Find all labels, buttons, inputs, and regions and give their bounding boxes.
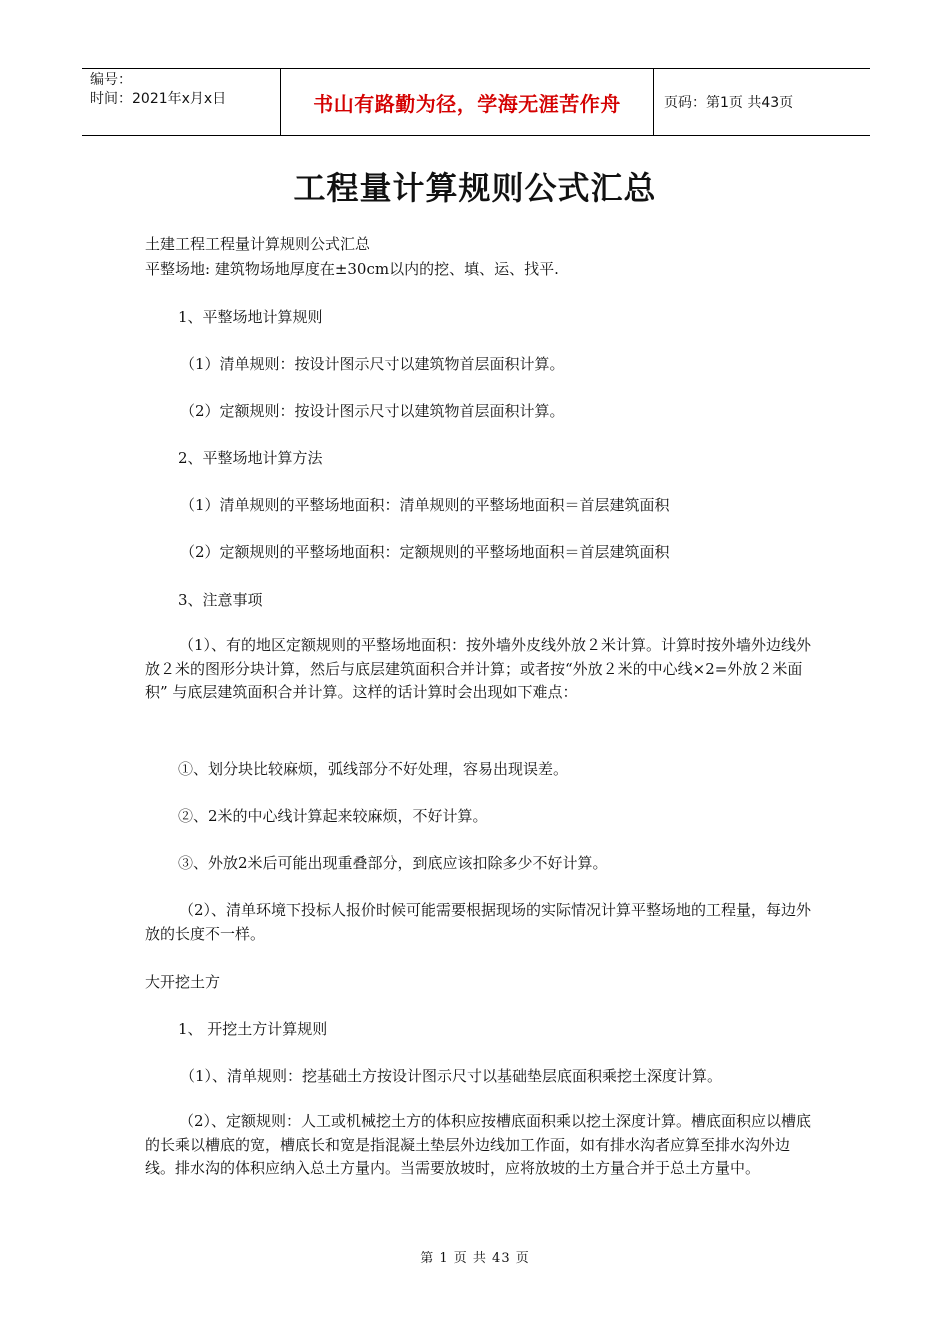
- header-meta: [82, 69, 281, 135]
- list-item: （2）定额规则：按设计图示尺寸以建筑物首层面积计算。: [180, 402, 565, 420]
- page-footer: 第 1 页 共 43 页: [420, 1251, 530, 1266]
- list-item: （2）定额规则的平整场地面积：定额规则的平整场地面积＝首层建筑面积: [180, 543, 670, 561]
- list-item: ②、2米的中心线计算起来较麻烦，不好计算。: [178, 807, 488, 825]
- list-item: ③、外放2米后可能出现重叠部分，到底应该扣除多少不好计算。: [178, 854, 608, 872]
- section-heading: 2、平整场地计算方法: [178, 449, 323, 467]
- list-item: （1）、清单规则：挖基础土方按设计图示尺寸以基础垫层底面积乘挖土深度计算。: [180, 1067, 723, 1085]
- section-heading: 1、平整场地计算规则: [178, 308, 323, 326]
- paragraph: （2）、清单环境下投标人报价时候可能需要根据现场的实际情况计算平整场地的工程量，每边外放的长度不一样。: [145, 901, 812, 943]
- section-heading: 1、 开挖土方计算规则: [178, 1020, 328, 1038]
- intro-line: 平整场地: 建筑物场地厚度在±30cm以内的挖、填、运、找平.: [145, 260, 559, 278]
- header-motto: 书山有路勤为径，学海无涯苦作舟: [281, 69, 654, 135]
- number-label: 编号：: [90, 72, 132, 88]
- list-item: （1）清单规则的平整场地面积：清单规则的平整场地面积＝首层建筑面积: [180, 496, 670, 514]
- list-item: ①、划分块比较麻烦，弧线部分不好处理，容易出现误差。: [178, 760, 569, 778]
- header-page-info: 页码：第1页 共43页: [664, 95, 794, 111]
- list-item: （1）清单规则：按设计图示尺寸以建筑物首层面积计算。: [180, 355, 565, 373]
- paragraph: （2）、定额规则：人工或机械挖土方的体积应按槽底面积乘以挖土深度计算。槽底面积应以槽底的长乘以槽底的宽，槽底长和宽是指混凝土垫层外边线加工作面，如有排水沟者应算至排水沟外边线。排水沟的体积应纳入总土方量内。当需要放坡时，应将放坡的土方量合并于总土方量中。: [145, 1112, 812, 1177]
- page-header: [82, 68, 870, 136]
- paragraph: （1）、有的地区定额规则的平整场地面积：按外墙外皮线外放２米计算。计算时按外墙外边线外放２米的图形分块计算，然后与底层建筑面积合并计算；或者按“外放２米的中心线×2=外放２米面积” 与底层建筑面积合并计算。这样的话计算时会出现如下难点：: [145, 636, 812, 701]
- section-heading: 3、注意事项: [178, 591, 263, 609]
- intro-line: 土建工程工程量计算规则公式汇总: [145, 235, 371, 253]
- time-label: 时间：2021年x月x日: [90, 91, 227, 107]
- document-title: 工程量计算规则公式汇总: [293, 169, 657, 207]
- section-heading: 大开挖土方: [145, 973, 221, 991]
